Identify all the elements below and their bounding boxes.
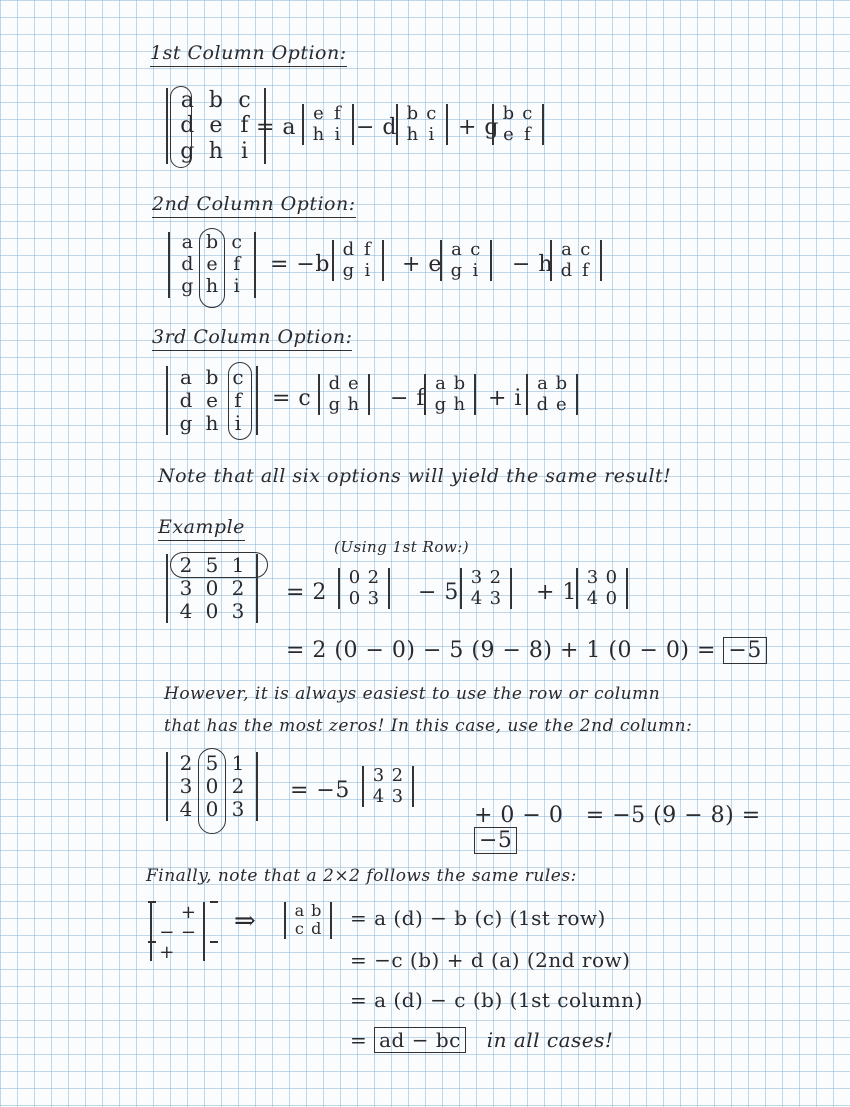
example-line2 — [286, 638, 767, 663]
example-minor-2 — [460, 568, 512, 609]
cell: c — [231, 231, 243, 253]
cell: g — [179, 411, 193, 435]
col1-minor-1 — [302, 104, 354, 145]
cell: d — [560, 259, 573, 281]
example-minor-1 — [338, 568, 390, 609]
cell: i — [240, 138, 248, 164]
example-expansion: = 2 (0 − 0) − 5 (9 − 8) + 1 (0 − 0) = — [286, 638, 716, 663]
cell: 2 — [489, 567, 502, 588]
cell: b — [208, 88, 223, 113]
cell: h — [205, 411, 219, 435]
cell: g — [450, 259, 463, 281]
col1-minor-3 — [492, 104, 544, 145]
sign: − — [159, 921, 175, 943]
cell: g — [328, 393, 341, 415]
cell: b — [205, 365, 219, 389]
cell: a — [537, 373, 548, 394]
cell: b — [406, 103, 419, 124]
final-eq: = — [350, 1028, 368, 1052]
cell: 3 — [586, 567, 599, 588]
sign: + — [180, 902, 196, 923]
however-minor — [362, 766, 414, 807]
cell: d — [342, 239, 355, 260]
cell: 2 — [231, 576, 245, 600]
cell: c — [580, 239, 591, 260]
cell: a — [181, 231, 193, 253]
cell: d — [179, 388, 193, 412]
cell: e — [556, 393, 567, 415]
col2-heading: 2nd Column Option: — [152, 193, 356, 218]
cell: 3 — [367, 587, 380, 609]
cell: e — [348, 373, 359, 394]
cell: g — [181, 274, 194, 297]
cell: f — [582, 259, 589, 281]
cell: 0 — [605, 567, 618, 588]
cell: i — [364, 259, 371, 281]
col3-heading: 3rd Column Option: — [152, 326, 352, 351]
cell: c — [294, 919, 304, 939]
cell: h — [453, 393, 466, 415]
cell: a — [561, 239, 572, 260]
row1-expansion: = a (d) − b (c) (1st row) — [350, 906, 606, 930]
cell: i — [428, 123, 435, 145]
bracket-ticks — [206, 900, 226, 944]
col3-op2: − f — [390, 386, 426, 411]
cell: e — [206, 388, 218, 412]
cell: 4 — [179, 599, 193, 623]
cell: 2 — [391, 765, 404, 786]
cell: 2 — [179, 553, 193, 577]
cell: i — [233, 274, 240, 297]
cell: 4 — [470, 587, 483, 609]
cell: f — [233, 252, 241, 275]
cell: c — [232, 365, 244, 389]
cell: f — [524, 123, 531, 145]
cell: g — [434, 393, 447, 415]
col1-heading: 1st Column Option: — [150, 42, 347, 67]
cell: 5 — [205, 553, 219, 577]
col2-op2: + e — [402, 252, 442, 277]
cell: 0 — [205, 576, 219, 600]
row2-expansion: = −c (b) + d (a) (2nd row) — [350, 948, 631, 972]
cell: i — [472, 259, 479, 281]
cell: a — [294, 901, 305, 920]
circled-column — [199, 228, 225, 308]
example-minor-3 — [576, 568, 628, 609]
sign: − — [180, 921, 196, 943]
col2-minor-2 — [440, 240, 492, 281]
cell: h — [208, 138, 223, 164]
cell: 0 — [205, 599, 219, 623]
cell: h — [406, 123, 419, 145]
however-rest: + 0 − 0 = −5 (9 − 8) = — [473, 803, 761, 828]
col3-eq: = c — [272, 386, 312, 411]
however-line2: that has the most zeros! In this case, use the 2nd column: — [164, 716, 693, 736]
example-op2: − 5 — [418, 580, 459, 605]
cell: c — [426, 103, 437, 124]
example-result: −5 — [723, 637, 766, 664]
cell: 1 — [231, 751, 245, 775]
cell: 0 — [348, 587, 361, 609]
cell: a — [180, 88, 194, 113]
however-eq: = −5 — [290, 778, 350, 803]
cell: d — [328, 373, 341, 394]
circled-row — [170, 552, 268, 578]
final-line — [350, 1028, 613, 1052]
example-eq: = 2 — [286, 580, 327, 605]
cell: 3 — [231, 797, 245, 821]
example-heading: Example — [158, 516, 245, 541]
cell: 3 — [179, 774, 193, 798]
cell: b — [502, 103, 515, 124]
col1-eq: = a — [256, 115, 297, 140]
cell: e — [503, 123, 514, 145]
col1-op3: + g — [458, 115, 500, 140]
however-result: −5 — [474, 827, 517, 854]
example-annotation: (Using 1st Row:) — [334, 538, 470, 556]
col3-minor-1 — [318, 374, 370, 415]
cell: 1 — [231, 553, 245, 577]
cell: 2 — [179, 751, 193, 775]
cell: c — [522, 103, 533, 124]
cell: b — [205, 231, 219, 253]
circled-column — [198, 748, 226, 834]
cell: 3 — [489, 587, 502, 609]
col3-minor-3 — [526, 374, 578, 415]
finally-heading: Finally, note that a 2×2 follows the same rules: — [146, 866, 577, 886]
cell: h — [312, 123, 325, 145]
cell: 3 — [470, 567, 483, 588]
cell: 2 — [231, 774, 245, 798]
col2-minor-1 — [332, 240, 384, 281]
note-text: Note that all six options will yield the same result! — [158, 465, 672, 487]
cell: 4 — [586, 587, 599, 609]
cell: e — [313, 103, 324, 124]
sign: + — [159, 941, 175, 963]
col2-eq: = −b — [270, 252, 330, 277]
however-tail — [444, 778, 761, 878]
cell: e — [209, 113, 223, 139]
cell: 0 — [348, 567, 361, 588]
cell: 0 — [205, 797, 219, 821]
cell: f — [234, 388, 242, 412]
implies-arrow: ⇒ — [234, 906, 257, 936]
cell: g — [180, 138, 195, 164]
cell: h — [205, 274, 219, 297]
however-line1: However, it is always easiest to use the row or column — [164, 684, 661, 704]
cell: f — [364, 239, 371, 260]
bracket-ticks — [148, 900, 168, 944]
cell: 5 — [205, 751, 219, 775]
cell: a — [451, 239, 462, 260]
cell: b — [555, 373, 568, 394]
cell: a — [180, 365, 192, 389]
circled-column — [170, 86, 192, 168]
cell: 3 — [231, 599, 245, 623]
cell: 3 — [372, 765, 385, 786]
cell: 4 — [179, 797, 193, 821]
cell: 0 — [605, 587, 618, 609]
cell: g — [342, 259, 355, 281]
cell: b — [311, 901, 322, 920]
col2-op3: − h — [512, 252, 554, 277]
cell: c — [470, 239, 481, 260]
final-tail: in all cases! — [486, 1028, 614, 1052]
col1-minor-2 — [396, 104, 448, 145]
cell: d — [311, 919, 322, 939]
col1-expansion: = a (d) − c (b) (1st column) — [350, 988, 643, 1012]
example-op3: + 1 — [536, 580, 577, 605]
cell: i — [234, 411, 242, 435]
col2-minor-3 — [550, 240, 602, 281]
cell: 3 — [391, 785, 404, 807]
cell: 2 — [367, 567, 380, 588]
cell: d — [180, 113, 195, 139]
col1-op2: − d — [356, 115, 398, 140]
circled-column — [228, 362, 252, 440]
cell: i — [334, 123, 341, 145]
col3-op3: + i — [488, 386, 522, 411]
cell: d — [536, 393, 549, 415]
col3-minor-2 — [424, 374, 476, 415]
cell: 0 — [205, 774, 219, 798]
generic-2x2-determinant — [284, 902, 332, 939]
final-formula: ad − bc — [374, 1027, 466, 1053]
cell: e — [206, 252, 218, 275]
cell: a — [435, 373, 446, 394]
cell: d — [181, 252, 194, 275]
cell: 4 — [372, 785, 385, 807]
cell: 3 — [179, 576, 193, 600]
cell: b — [453, 373, 466, 394]
cell: h — [347, 393, 360, 415]
cell: c — [238, 88, 251, 113]
cell: f — [240, 113, 249, 139]
cell: f — [334, 103, 341, 124]
